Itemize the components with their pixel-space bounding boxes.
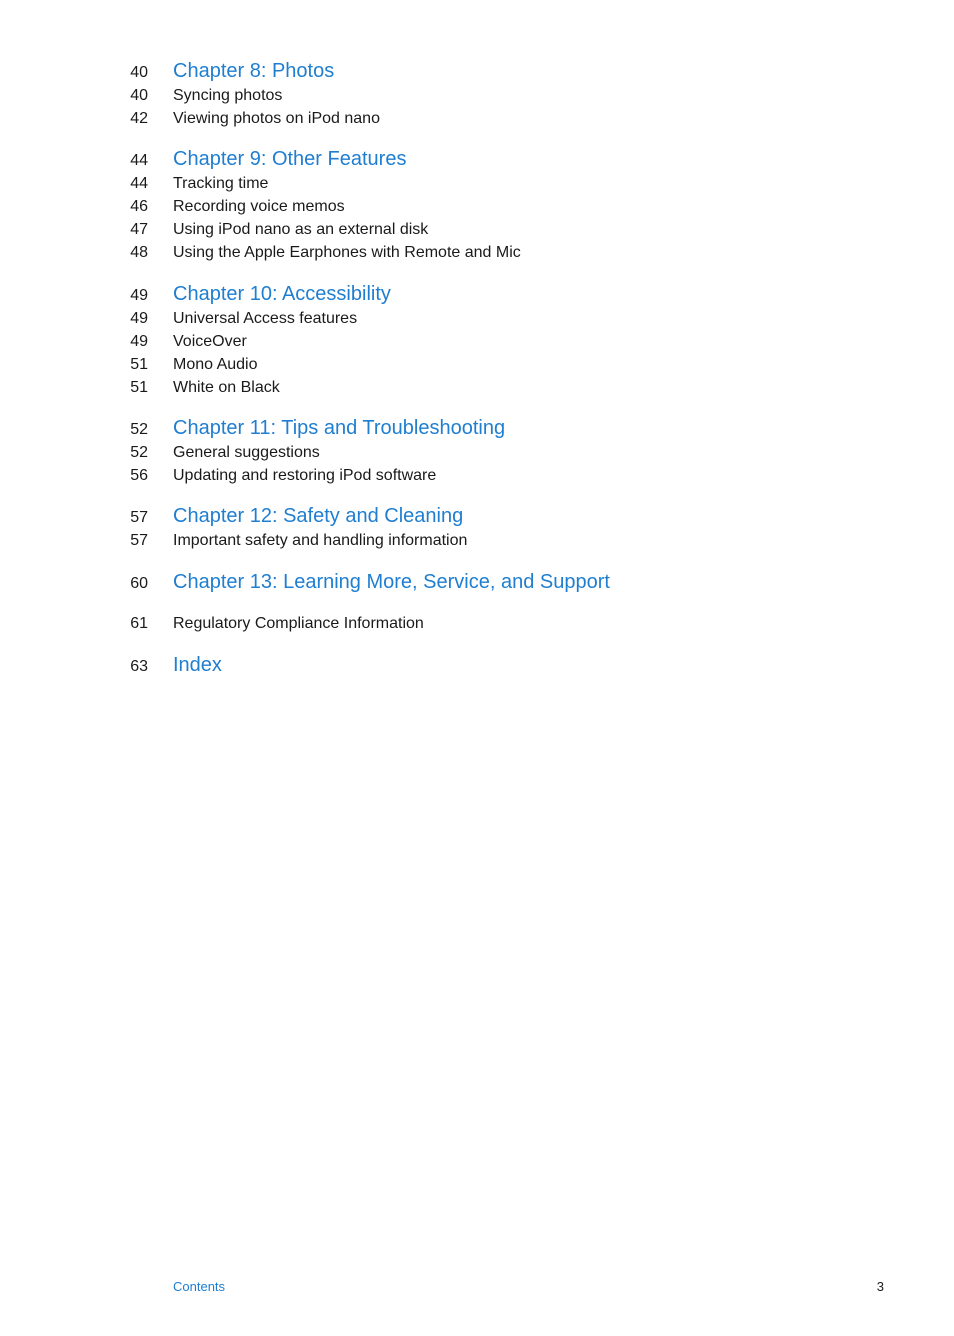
toc-entry-link[interactable]: White on Black (173, 379, 280, 396)
toc-chapter-link[interactable]: Chapter 9: Other Features (173, 148, 407, 170)
toc-page-number: 46 (130, 198, 148, 215)
toc-page-number: 48 (130, 244, 148, 261)
toc-chapter-heading[interactable] (0, 147, 954, 172)
toc-index-link[interactable]: Index (173, 654, 222, 676)
toc-entry[interactable] (0, 441, 954, 464)
toc-entry[interactable] (0, 464, 954, 487)
toc-entry-link[interactable]: Mono Audio (173, 356, 258, 373)
toc-page-number: 40 (130, 87, 148, 104)
toc-page-number: 51 (130, 379, 148, 396)
toc-page-number: 52 (130, 444, 148, 461)
toc-page-number: 57 (130, 532, 148, 549)
toc-page-number: 60 (130, 575, 148, 592)
toc-page-number: 57 (130, 509, 148, 526)
toc-entry[interactable] (0, 529, 954, 552)
toc-chapter-heading[interactable] (0, 653, 954, 678)
toc-entry[interactable] (0, 172, 954, 195)
toc-entry-link[interactable]: Universal Access features (173, 310, 358, 327)
toc-entry-link[interactable]: Important safety and handling information (173, 532, 468, 549)
toc-entry-link[interactable]: Regulatory Compliance Information (173, 615, 424, 632)
toc-entry-link[interactable]: VoiceOver (173, 333, 247, 350)
toc-entry-link[interactable]: Using iPod nano as an external disk (173, 221, 429, 238)
toc-chapter-heading[interactable] (0, 59, 954, 84)
toc-entry-link[interactable]: Updating and restoring iPod software (173, 467, 437, 484)
toc-page-number: 49 (130, 333, 148, 350)
toc-entry[interactable] (0, 353, 954, 376)
toc-chapter-link[interactable]: Chapter 13: Learning More, Service, and Support (173, 571, 610, 593)
toc-chapter-link[interactable]: Chapter 12: Safety and Cleaning (173, 505, 464, 527)
toc-entry[interactable] (0, 330, 954, 353)
toc-page-number: 61 (130, 615, 148, 632)
toc-page-number: 49 (130, 310, 148, 327)
toc-chapter-heading[interactable] (0, 504, 954, 529)
toc-chapter-link[interactable]: Chapter 11: Tips and Troubleshooting (173, 417, 506, 439)
toc-page-number: 63 (130, 658, 148, 675)
toc-section-chapter-12 (0, 504, 954, 552)
footer-page-number: 3 (876, 1279, 884, 1294)
footer-section-label: Contents (173, 1279, 226, 1294)
toc-entry-link[interactable]: Tracking time (173, 175, 269, 192)
toc-chapter-heading[interactable] (0, 570, 954, 595)
toc-entry[interactable] (0, 241, 954, 264)
toc-entry-link[interactable]: Using the Apple Earphones with Remote and Mic (173, 244, 521, 261)
toc-page-number: 44 (130, 152, 148, 169)
toc-page-number: 56 (130, 467, 148, 484)
toc-chapter-link[interactable]: Chapter 10: Accessibility (173, 283, 391, 305)
toc-section-chapter-10 (0, 282, 954, 399)
toc-page-number: 42 (130, 110, 148, 127)
toc-chapter-heading[interactable] (0, 416, 954, 441)
toc-page-number: 49 (130, 287, 148, 304)
toc-chapter-link[interactable]: Chapter 8: Photos (173, 60, 335, 82)
toc-entry[interactable] (0, 107, 954, 130)
toc-section-regulatory (0, 612, 954, 635)
toc-chapter-heading[interactable] (0, 282, 954, 307)
toc-page-number: 44 (130, 175, 148, 192)
toc-entry[interactable] (0, 84, 954, 107)
toc-section-index (0, 653, 954, 678)
toc-entry-link[interactable]: General suggestions (173, 444, 320, 461)
toc-section-chapter-9 (0, 147, 954, 264)
toc-entry-link[interactable]: Viewing photos on iPod nano (173, 110, 380, 127)
toc-entry-link[interactable]: Recording voice memos (173, 198, 345, 215)
toc-section-chapter-13 (0, 570, 954, 595)
toc-entry[interactable] (0, 218, 954, 241)
toc-page-number: 47 (130, 221, 148, 238)
toc-entry[interactable] (0, 195, 954, 218)
toc-entry[interactable] (0, 612, 954, 635)
toc-section-chapter-8 (0, 59, 954, 130)
toc-entry-link[interactable]: Syncing photos (173, 87, 283, 104)
toc-entry[interactable] (0, 376, 954, 399)
toc-entry[interactable] (0, 307, 954, 330)
toc-page-number: 40 (130, 64, 148, 81)
toc-section-chapter-11 (0, 416, 954, 487)
toc-page-number: 51 (130, 356, 148, 373)
toc-page-number: 52 (130, 421, 148, 438)
